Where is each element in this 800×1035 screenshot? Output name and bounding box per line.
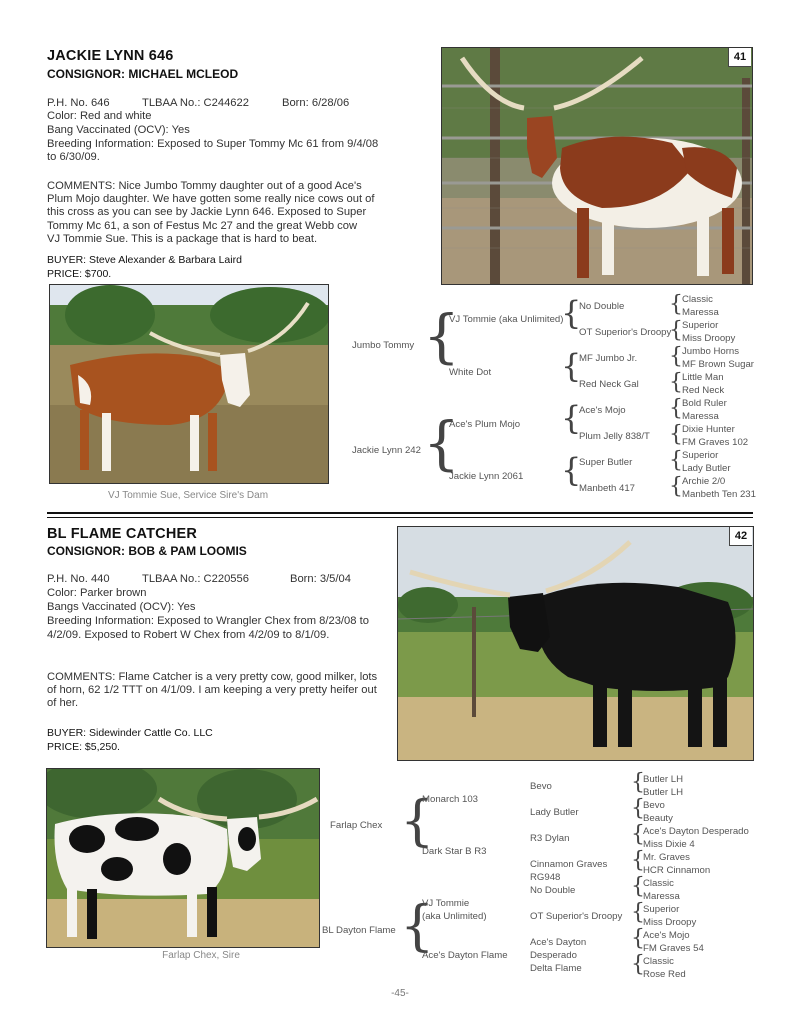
lot1-color: Color: Red and white — [47, 110, 152, 122]
lot2-born: Born: 3/5/04 — [290, 573, 351, 585]
brace-icon: { — [669, 422, 683, 447]
page-number: -45- — [391, 988, 409, 999]
pedigree-gen4: Classic — [643, 956, 674, 967]
lot2-bang: Bangs Vaccinated (OCV): Yes — [47, 601, 196, 613]
pedigree-gen3: Super Butler — [579, 457, 633, 468]
brace-icon: { — [561, 294, 582, 332]
brace-icon: { — [400, 894, 435, 957]
comment-line: this cross as you can see by Jackie Lynn 646. Exposed to Super — [47, 206, 367, 219]
longhorn-cow-photo — [442, 48, 752, 284]
pedigree-dam: BL Dayton Flame — [322, 925, 396, 936]
pedigree-gen4: Manbeth Ten 231 — [682, 489, 756, 500]
lot2-tlbaa-no: TLBAA No.: C220556 — [142, 573, 249, 585]
pedigree-gen3: Plum Jelly 838/T — [579, 431, 650, 442]
lot2-number-badge: 42 — [729, 527, 752, 546]
brace-icon: { — [400, 789, 435, 852]
brace-icon: { — [631, 796, 645, 821]
lot2-consignor: CONSIGNOR: BOB & PAM LOOMIS — [47, 544, 247, 558]
lot2-breeding-2: 4/2/09. Exposed to Robert W Chex from 4/2/09 to 8/1/09. — [47, 629, 330, 641]
pedigree-gen4: Jumbo Horns — [682, 346, 740, 357]
pedigree-gen4: Bold Ruler — [682, 398, 727, 409]
lot1-ph-no: P.H. No. 646 — [47, 97, 110, 109]
brace-icon: { — [631, 926, 645, 951]
lot2-buyer: BUYER: Sidewinder Cattle Co. LLC — [47, 727, 213, 739]
brace-icon: { — [561, 347, 582, 385]
pedigree-gen4: Red Neck — [682, 385, 725, 396]
pedigree-gen2: Ace's Dayton Flame — [422, 950, 508, 961]
brace-icon: { — [669, 318, 683, 343]
comment-line: COMMENTS: Flame Catcher is a very pretty cow, good milker, lots — [47, 671, 378, 683]
lot1-tlbaa-no: TLBAA No.: C244622 — [142, 97, 249, 109]
pedigree-gen3: Red Neck Gal — [579, 379, 639, 390]
pedigree-gen4: Dixie Hunter — [682, 424, 735, 435]
brace-icon: { — [423, 409, 460, 477]
pedigree-gen3: Ace's Mojo — [579, 405, 626, 416]
black-longhorn-photo — [398, 527, 753, 760]
pedigree-gen2: (aka Unlimited) — [422, 911, 487, 922]
pedigree-gen3: RG948 — [530, 872, 561, 883]
lot1-main-photo — [441, 47, 753, 285]
pedigree-gen2: Jackie Lynn 2061 — [449, 471, 524, 482]
pedigree-gen3: Bevo — [530, 781, 552, 792]
pedigree-sire: Farlap Chex — [330, 820, 383, 831]
pedigree-gen3: R3 Dylan — [530, 833, 570, 844]
pedigree-gen4: Ace's Dayton Desperado — [643, 826, 749, 837]
pedigree-dam: Jackie Lynn 242 — [352, 445, 421, 456]
comment-line: Tommy Mc 61, a son of Festus Mc 27 and the great Webb cow — [47, 219, 358, 232]
lot2-ph-no: P.H. No. 440 — [47, 573, 110, 585]
pedigree-gen4: Maressa — [682, 411, 719, 422]
pedigree-gen3: Desperado — [530, 950, 577, 961]
pedigree-gen4: Maressa — [643, 891, 680, 902]
pedigree-gen4: Archie 2/0 — [682, 476, 726, 487]
pedigree-gen3: Delta Flame — [530, 963, 582, 974]
lot1-comments — [47, 180, 427, 246]
pedigree-gen4: Maressa — [682, 307, 719, 318]
lot1-breeding-1: Breeding Information: Exposed to Super Tommy Mc 61 from 9/4/08 — [47, 138, 379, 150]
section-divider — [47, 517, 753, 518]
pedigree-gen4: Superior — [643, 904, 680, 915]
comment-line: VJ Tommie Sue. This is a package that is hard to beat. — [47, 232, 318, 245]
lot2-name: BL FLAME CATCHER — [47, 526, 198, 542]
pedigree-gen3: No Double — [530, 885, 576, 896]
pedigree-gen3: Ace's Dayton — [530, 937, 587, 948]
brace-icon: { — [631, 770, 645, 795]
pedigree-gen4: MF Brown Sugar — [682, 359, 754, 370]
pedigree-gen2: VJ Tommie — [422, 898, 470, 909]
pedigree-gen4: Classic — [643, 878, 674, 889]
pedigree-sire: Jumbo Tommy — [352, 340, 415, 351]
lot2-price: PRICE: $5,250. — [47, 741, 120, 753]
pedigree-gen4: Miss Dixie 4 — [643, 839, 695, 850]
lot1-buyer: BUYER: Steve Alexander & Barbara Laird — [47, 254, 242, 266]
spotted-longhorn-bull-photo — [47, 769, 319, 947]
lot2-photo-caption: Farlap Chex, Sire — [162, 950, 240, 961]
pedigree-gen3: Cinnamon Graves — [530, 859, 608, 870]
pedigree-gen4: FM Graves 54 — [643, 943, 704, 954]
lot1-number-badge: 41 — [728, 48, 751, 67]
section-divider — [47, 512, 753, 514]
lot2-breeding-1: Breeding Information: Exposed to Wrangler Chex from 8/23/08 to — [47, 615, 369, 627]
lot2-sire-photo — [46, 768, 320, 948]
lot1-photo-caption: VJ Tommie Sue, Service Sire's Dam — [107, 490, 269, 501]
pedigree-gen3: Lady Butler — [530, 807, 579, 818]
pedigree-gen4: Butler LH — [643, 787, 683, 798]
pedigree-gen4: Superior — [682, 450, 719, 461]
pedigree-gen4: Little Man — [682, 372, 724, 383]
comment-line: of her. — [47, 697, 79, 710]
pedigree-gen4: Classic — [682, 294, 713, 305]
lot1-name: JACKIE LYNN 646 — [47, 48, 174, 64]
lot2-color: Color: Parker brown — [47, 587, 147, 599]
lot1-consignor: CONSIGNOR: MICHAEL MCLEOD — [47, 67, 239, 81]
pedigree-gen4: Lady Butler — [682, 463, 731, 474]
pedigree-gen2: VJ Tommie (aka Unlimited) — [449, 314, 564, 325]
brace-icon: { — [631, 822, 645, 847]
pedigree-gen2: Dark Star B R3 — [422, 846, 487, 857]
comment-line: of horn, 62 1/2 TTT on 4/1/09. I am keeping a very pretty heifer out — [47, 684, 377, 697]
pedigree-gen4: FM Graves 102 — [682, 437, 749, 448]
pedigree-gen4: Beauty — [643, 813, 673, 824]
pedigree-gen4: HCR Cinnamon — [643, 865, 711, 876]
pedigree-gen4: Rose Red — [643, 969, 686, 980]
pedigree-gen2: Ace's Plum Mojo — [449, 419, 521, 430]
lot2-main-photo — [397, 526, 754, 761]
brace-icon: { — [631, 848, 645, 873]
pedigree-gen3: Manbeth 417 — [579, 483, 636, 494]
pedigree-gen4: Miss Droopy — [682, 333, 736, 344]
lot1-price: PRICE: $700. — [47, 268, 112, 280]
longhorn-dam-photo — [50, 285, 328, 483]
pedigree-gen3: OT Superior's Droopy — [530, 911, 623, 922]
brace-icon: { — [631, 900, 645, 925]
pedigree-gen3: OT Superior's Droopy — [579, 327, 672, 338]
pedigree-gen4: Ace's Mojo — [643, 930, 690, 941]
lot1-breeding-2: to 6/30/09. — [47, 151, 100, 163]
brace-icon: { — [423, 302, 460, 370]
brace-icon: { — [669, 344, 683, 369]
lot2-comments — [47, 671, 397, 711]
comment-line: Plum Mojo daughter. We have gotten some really nice cows out of — [47, 193, 375, 206]
pedigree-gen3: MF Jumbo Jr. — [579, 353, 638, 364]
brace-icon: { — [669, 370, 683, 395]
brace-icon: { — [669, 292, 683, 317]
brace-icon: { — [669, 474, 683, 499]
brace-icon: { — [561, 451, 582, 489]
lot1-dam-photo — [49, 284, 329, 484]
pedigree-gen2: Monarch 103 — [422, 794, 478, 805]
pedigree-gen2: White Dot — [449, 367, 492, 378]
lot1-bang: Bang Vaccinated (OCV): Yes — [47, 124, 190, 136]
pedigree-gen3: No Double — [579, 301, 625, 312]
brace-icon: { — [631, 952, 645, 977]
pedigree-gen4: Mr. Graves — [643, 852, 690, 863]
brace-icon: { — [561, 399, 582, 437]
brace-icon: { — [631, 874, 645, 899]
lot1-born: Born: 6/28/06 — [282, 97, 350, 109]
pedigree-gen4: Superior — [682, 320, 719, 331]
pedigree-gen4: Bevo — [643, 800, 665, 811]
brace-icon: { — [669, 448, 683, 473]
pedigree-gen4: Butler LH — [643, 774, 683, 785]
pedigree-gen4: Miss Droopy — [643, 917, 697, 928]
brace-icon: { — [669, 396, 683, 421]
comment-line: COMMENTS: Nice Jumbo Tommy daughter out of a good Ace's — [47, 180, 362, 192]
